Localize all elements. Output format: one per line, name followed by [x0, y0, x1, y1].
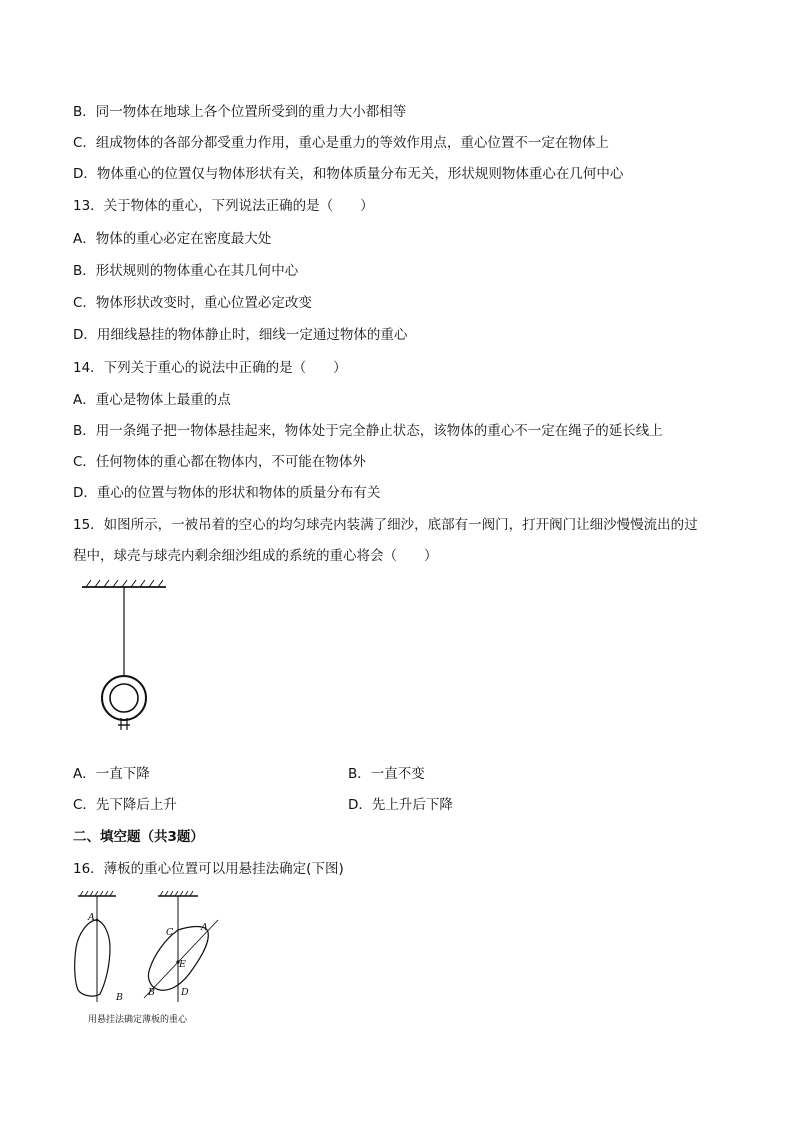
q16-stem: 16．薄板的重心位置可以用悬挂法确定(下图) — [73, 861, 344, 877]
q13-option-c: C．物体形状改变时，重心位置必定改变 — [73, 295, 312, 311]
q16-plate-figure — [68, 890, 238, 1020]
ceiling-support — [82, 580, 166, 587]
q13-option-d: D．用细线悬挂的物体静止时，细线一定通过物体的重心 — [73, 327, 408, 343]
q13-stem: 13．关于物体的重心，下列说法正确的是（ ） — [73, 198, 374, 214]
label-a-left: A — [88, 912, 95, 923]
section-heading: 二、填空题（共3题） — [73, 829, 204, 845]
q14-option-b: B．用一条绳子把一物体悬挂起来，物体处于完全静止状态，该物体的重心不一定在绳子的延长线上 — [73, 423, 663, 439]
q12-option-b: B．同一物体在地球上各个位置所受到的重力大小都相等 — [73, 104, 407, 120]
point-a-left — [96, 919, 99, 922]
q14-option-c: C．任何物体的重心都在物体内，不可能在物体外 — [73, 454, 366, 470]
q15-option-a: A．一直下降 — [73, 766, 150, 782]
q13-option-a: A．物体的重心必定在密度最大处 — [73, 231, 272, 247]
q15-stem-line1: 15．如图所示，一被吊着的空心的均匀球壳内装满了细沙，底部有一阀门，打开阀门让细沙慢慢流出的过 — [73, 517, 698, 533]
left-plate — [75, 920, 110, 996]
figure-caption: 用悬挂法确定薄板的重心 — [88, 1015, 188, 1025]
label-a-right: A — [201, 922, 208, 933]
label-e: E — [179, 959, 186, 970]
q15-option-d: D．先上升后下降 — [348, 797, 453, 813]
left-ceiling — [78, 891, 116, 896]
q14-stem: 14．下列关于重心的说法中正确的是（ ） — [73, 360, 347, 376]
q14-option-a: A．重心是物体上最重的点 — [73, 392, 231, 408]
right-ceiling — [158, 891, 198, 896]
label-b-left: B — [116, 992, 123, 1003]
label-b-right: B — [148, 987, 155, 998]
q13-option-b: B．形状规则的物体重心在其几何中心 — [73, 263, 299, 279]
hollow-sphere-shell — [102, 676, 146, 720]
q12-option-d: D．物体重心的位置仅与物体形状有关，和物体质量分布无关，形状规则物体重心在几何中心 — [73, 166, 624, 182]
q15-stem-line2: 程中，球壳与球壳内剩余细沙组成的系统的重心将会（ ） — [73, 548, 438, 564]
q15-option-b: B．一直不变 — [348, 766, 425, 782]
label-d: D — [181, 987, 189, 998]
label-c: C — [166, 927, 174, 938]
q15-option-c: C．先下降后上升 — [73, 797, 177, 813]
q12-option-c: C．组成物体的各部分都受重力作用，重心是重力的等效作用点，重心位置不一定在物体上 — [73, 135, 609, 151]
q15-sphere-figure — [78, 580, 178, 740]
q14-option-d: D．重心的位置与物体的形状和物体的质量分布有关 — [73, 485, 381, 501]
